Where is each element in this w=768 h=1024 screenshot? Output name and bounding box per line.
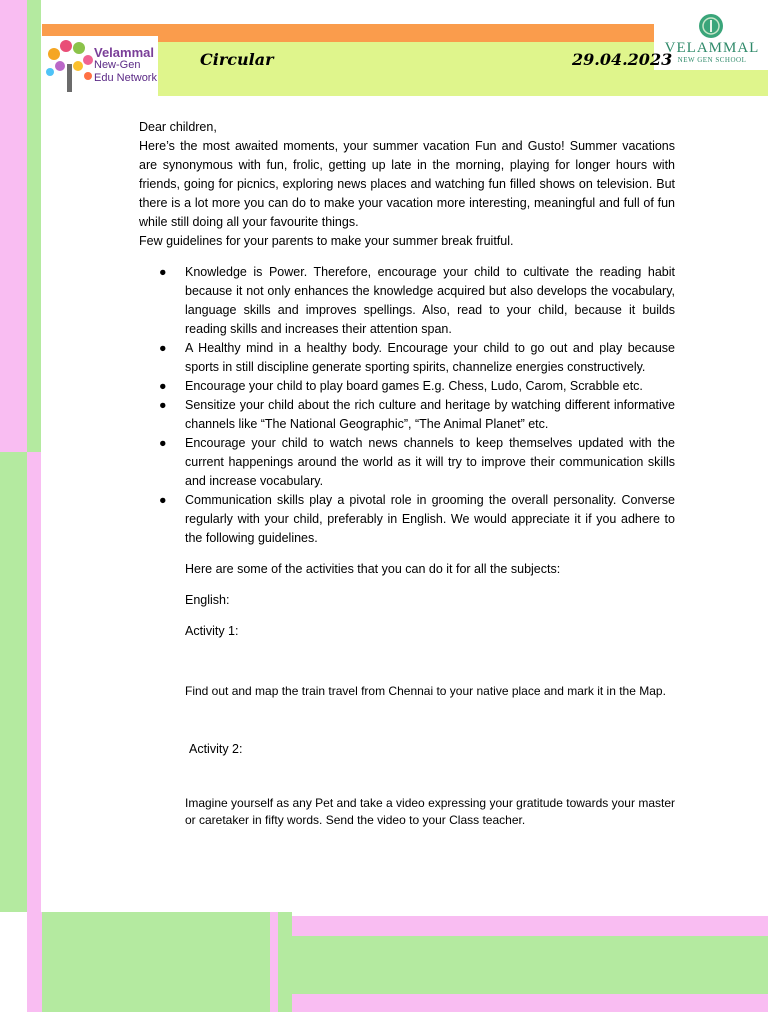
logo-left-line2: New-Gen [94,59,141,71]
bullet-dot: ● [159,379,167,393]
left-stripe-green [27,0,41,452]
list-item-text: Knowledge is Power. Therefore, encourage your child to cultivate the reading habit because it not only enhances the knowledge acquired but also develops the vocabulary, language skills and improves spellings. Also, read to your child, because it builds reading skills and increases their attention span. [185,265,675,336]
guidelines-intro: Few guidelines for your parents to make your summer break fruitful. [139,234,514,248]
left-stripe-pink-lower [27,452,41,912]
activity-2-text: Imagine yourself as any Pet and take a video expressing your gratitude towards your master or caretaker in fifty words. Send the video to your Class teacher. [185,796,675,827]
list-item-text: Encourage your child to watch news channels to keep themselves updated with the current happenings around the world as it will try to improve their communication skills and increase vocabulary. [185,436,675,488]
footer-green-bar [292,936,768,994]
activity-1-heading: Activity 1: [185,624,239,638]
list-item [139,491,675,548]
bullet-dot: ● [159,436,167,450]
logo-right-text [658,40,766,64]
circular-date: 29.04.2023 [572,50,673,69]
list-item [139,434,675,491]
footer-pink-bar-bottom [292,994,768,1012]
logo-right-sub: NEW GEN SCHOOL [677,56,747,64]
list-item-text: A Healthy mind in a healthy body. Encourage your child to go out and play because sports in still discipline generate sporting spirits, channelize energies constructively. [185,341,675,374]
subject-heading: English: [185,593,230,607]
footer-stripe-green [278,912,292,1012]
list-item [139,339,675,377]
activities-intro: Here are some of the activities that you can do it for all the subjects: [185,562,561,576]
list-item-text: Communication skills play a pivotal role in grooming the overall personality. Converse regularly with your child, preferably in English. We would appreciate it if you adhere to the following guidelines. [185,493,675,545]
footer-stripe-pink-2 [270,912,278,1012]
intro-paragraph: Here’s the most awaited moments, your summer vacation Fun and Gusto! Summer vacations are synonymous with fun, frolic, getting up late in the morning, playing for longer hours with friends, going for picnics, exploring news places and watching fun filled shows on television. But there is a lot more you can do to make your vacation more interesting, meaningful and full of fun while still doing all your favourite things. [139,139,675,229]
activity-2-heading: Activity 2: [189,742,243,756]
footer-stripe-pink [27,912,42,1012]
list-item [139,263,675,339]
bullet-dot: ● [159,265,167,279]
left-stripe-pink [0,0,27,452]
footer-green-block [42,912,270,1012]
logo-right-brand: VELAMMAL [664,40,760,56]
activity-1-text: Find out and map the train travel from Chennai to your native place and mark it in the Map. [185,684,666,698]
list-item-text: Sensitize your child about the rich culture and heritage by watching different informative channels like “The National Geographic”, “The Animal Planet” etc. [185,398,675,431]
logo-left-text [94,46,158,85]
list-item [139,396,675,434]
logo-left-brand: Velammal [94,45,154,60]
footer-pink-bar [292,916,768,936]
logo-left-line3: Edu Network [94,72,157,84]
bullet-dot: ● [159,493,167,507]
bullet-dot: ● [159,398,167,412]
circular-title: Circular [200,50,274,69]
list-item-text: Encourage your child to play board games E.g. Chess, Ludo, Carom, Scrabble etc. [185,379,643,393]
globe-tree-icon [697,12,725,40]
greeting: Dear children, [139,120,217,134]
tree-icon [44,38,96,94]
bullet-dot: ● [159,341,167,355]
guideline-list [139,263,675,548]
list-item [139,377,675,396]
left-stripe-green-lower [0,452,27,912]
letter-body [139,118,675,829]
